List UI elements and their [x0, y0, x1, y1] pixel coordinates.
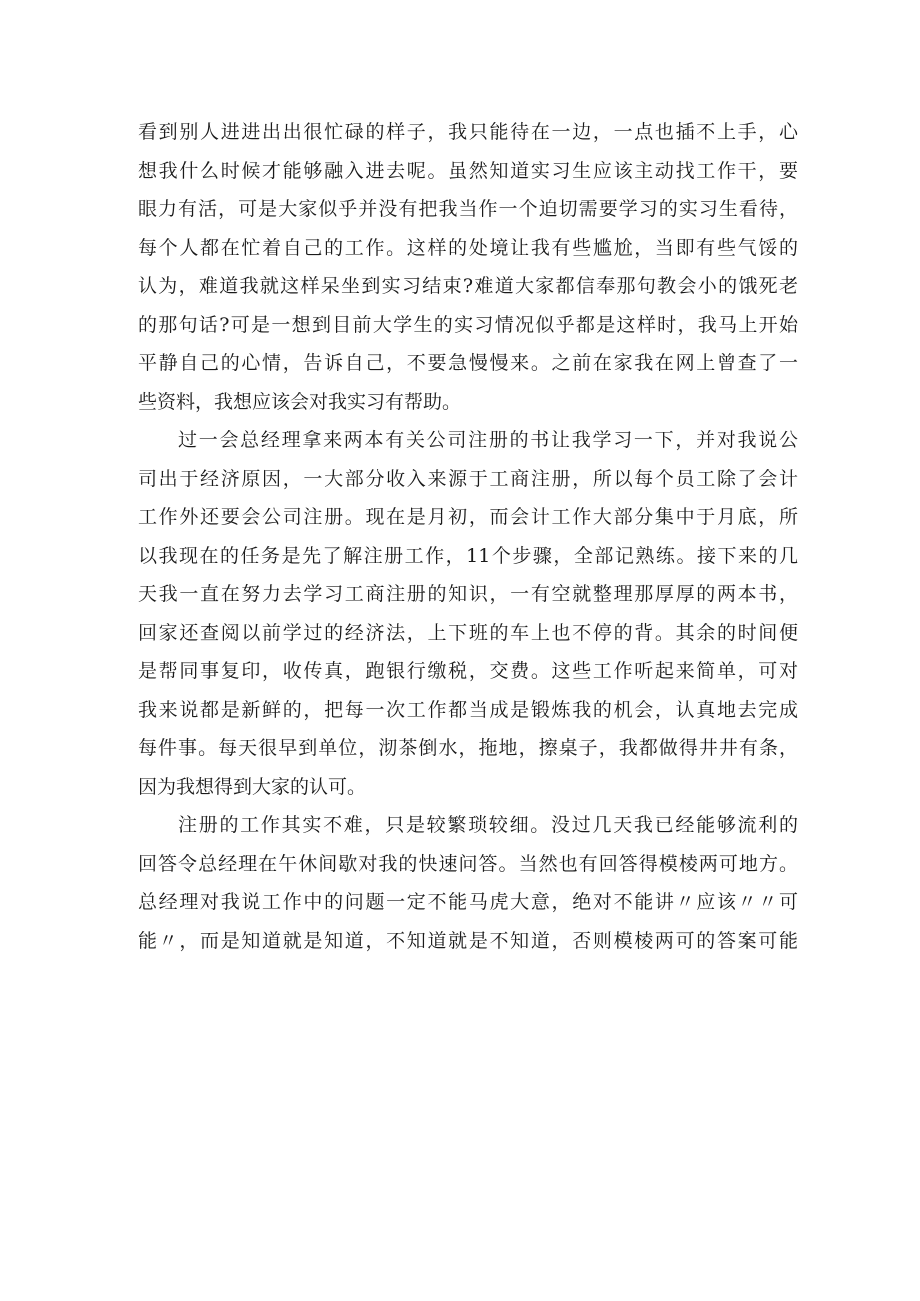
paragraph-1	[138, 113, 798, 421]
text-line: 是帮同事复印，收传真，跑银行缴税，交费。这些工作听起来简单，可对	[138, 660, 798, 682]
text-line: 工作外还要会公司注册。现在是月初，而会计工作大部分集中于月底，所	[138, 506, 798, 528]
text-line: 平静自己的心情，告诉自己，不要急慢慢来。之前在家我在网上曾查了一	[138, 352, 798, 374]
text-line: 能〃，而是知道就是知道，不知道就是不知道，否则模棱两可的答案可能	[138, 929, 798, 952]
document-page	[138, 113, 798, 960]
text-line: 总经理对我说工作中的问题一定不能马虎大意，绝对不能讲〃应该〃〃可	[138, 891, 798, 913]
text-line: 想我什么时候才能够融入进去呢。虽然知道实习生应该主动找工作干，要	[138, 159, 798, 182]
text-line-last: 因为我想得到大家的认可。	[138, 775, 367, 798]
text-line-first: 过一会总经理拿来两本有关公司注册的书让我学习一下，并对我说公	[178, 429, 798, 451]
text-line-last: 些资料，我想应该会对我实习有帮助。	[138, 390, 462, 413]
text-line: 认为，难道我就这样呆坐到实习结束?难道大家都信奉那句教会小的饿死老	[138, 275, 798, 297]
text-line: 每件事。每天很早到单位，沏茶倒水，拖地，擦桌子，我都做得井井有条，	[138, 737, 798, 759]
text-line: 的那句话?可是一想到目前大学生的实习情况似乎都是这样时，我马上开始	[138, 313, 798, 336]
text-line: 我来说都是新鲜的，把每一次工作都当成是锻炼我的机会，认真地去完成	[138, 698, 798, 721]
paragraph-3	[138, 806, 798, 960]
text-line-first: 注册的工作其实不难，只是较繁琐较细。没过几天我已经能够流利的	[178, 814, 798, 836]
text-line: 司出于经济原因，一大部分收入来源于工商注册，所以每个员工除了会计	[138, 467, 798, 490]
text-line: 每个人都在忙着自己的工作。这样的处境让我有些尴尬，当即有些气馁的	[138, 236, 798, 259]
paragraph-2	[138, 421, 798, 806]
text-line: 以我现在的任务是先了解注册工作，11个步骤，全部记熟练。接下来的几	[138, 544, 798, 567]
text-line: 回答令总经理在午休间歇对我的快速问答。当然也有回答得模棱两可地方。	[138, 852, 798, 875]
text-line: 天我一直在努力去学习工商注册的知识，一有空就整理那厚厚的两本书，	[138, 583, 798, 605]
text-line: 眼力有活，可是大家似乎并没有把我当作一个迫切需要学习的实习生看待，	[138, 198, 798, 220]
text-line: 回家还查阅以前学过的经济法，上下班的车上也不停的背。其余的时间便	[138, 621, 798, 644]
text-line: 看到别人进进出出很忙碌的样子，我只能待在一边，一点也插不上手，心	[138, 121, 798, 143]
